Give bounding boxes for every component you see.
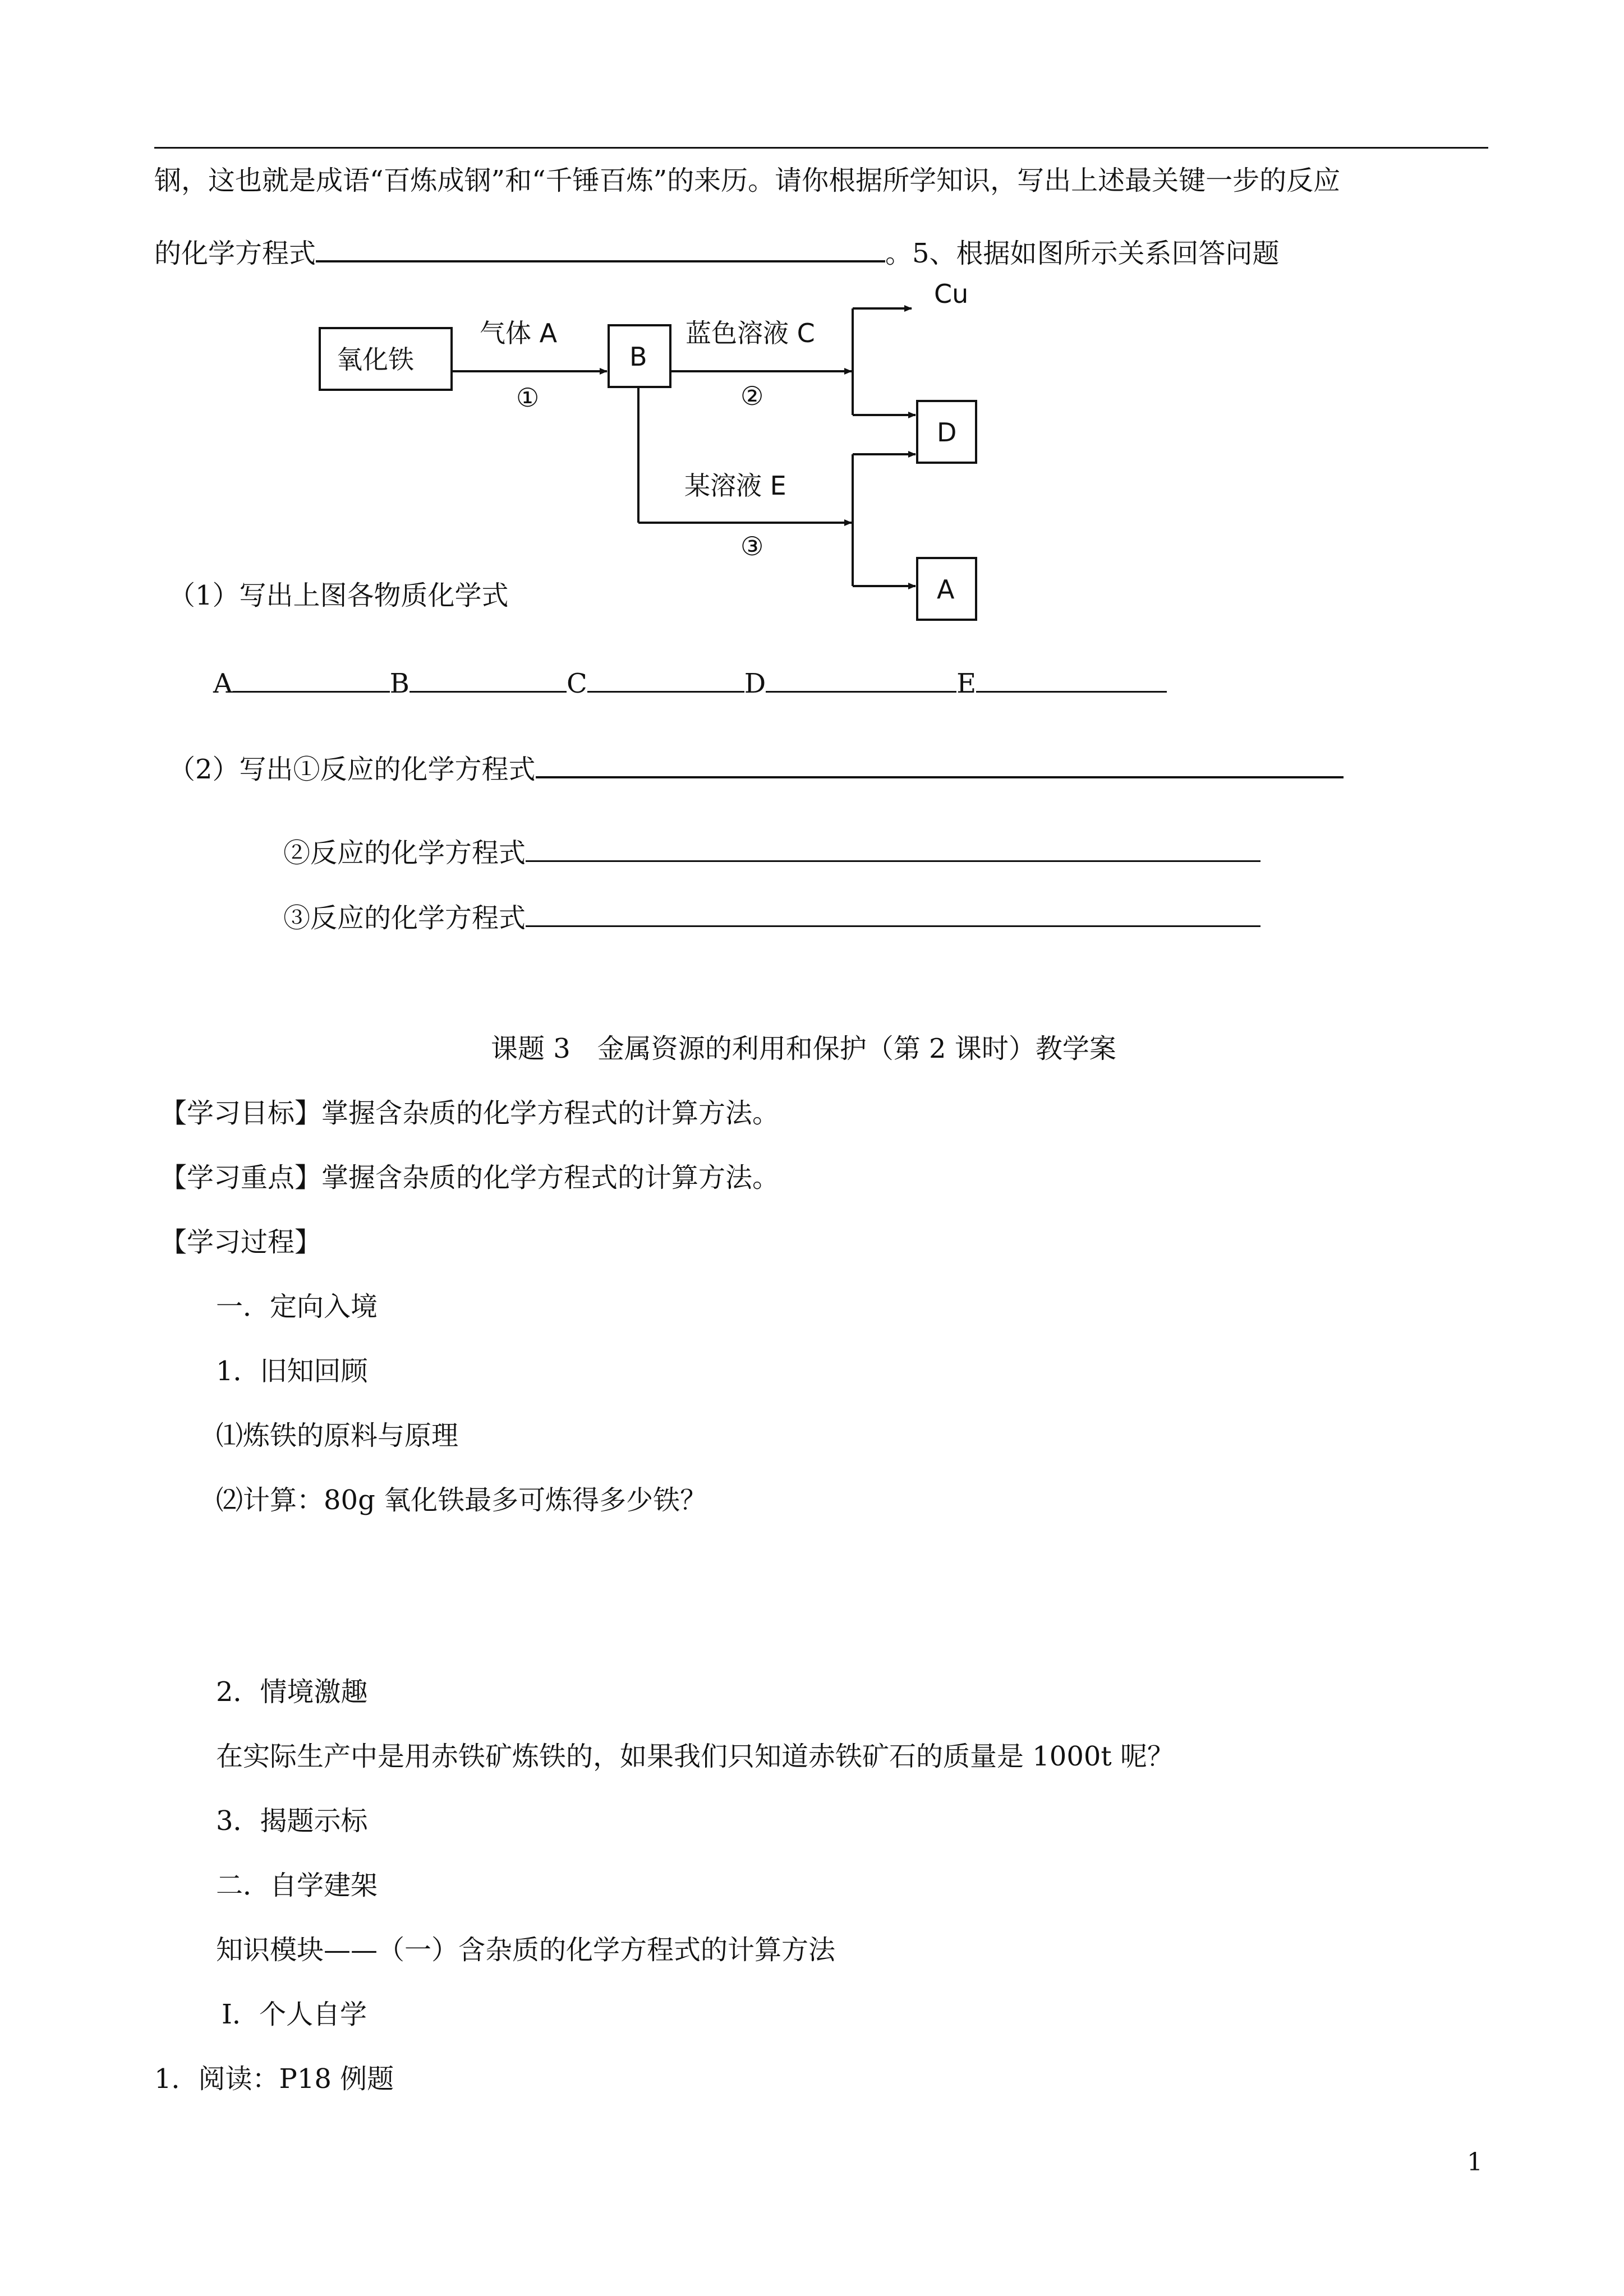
learning-focus: 【学习重点】掌握含杂质的化学方程式的计算方法。 [160, 1162, 780, 1193]
reading-task: 1．阅读：P18 例题 [154, 2063, 394, 2095]
blank-equation-2[interactable] [526, 836, 1260, 862]
continuation-line-1: 钢，这也就是成语“百炼成钢”和“千锤百炼”的来历。请你根据所学知识，写出上述最关键一步的反应 [154, 165, 1341, 196]
label-step2: ② [740, 381, 764, 411]
blank-e[interactable] [976, 666, 1167, 693]
blank-b[interactable] [410, 666, 567, 693]
continuation-suffix: 。5、根据如图所示关系回答问题 [885, 238, 1280, 269]
section-2: 二．自学建架 [216, 1870, 378, 1901]
item-2-text: 在实际生产中是用赤铁矿炼铁的，如果我们只知道赤铁矿石的质量是 1000t 呢？ [216, 1741, 1174, 1772]
blank-c[interactable] [587, 666, 744, 693]
learning-goal: 【学习目标】掌握含杂质的化学方程式的计算方法。 [160, 1098, 780, 1129]
question2-prompt: （2）写出①反应的化学方程式 [168, 754, 536, 785]
label-a-answer: A [213, 668, 233, 699]
continuation-prefix: 的化学方程式 [154, 238, 316, 269]
item-1: 1．旧知回顾 [216, 1356, 368, 1387]
question2-line-2-label: ②反应的化学方程式 [283, 837, 526, 869]
label-e-answer: E [956, 668, 977, 699]
label-ferric-oxide: 氧化铁 [337, 344, 414, 375]
header-rule [154, 147, 1488, 149]
question1-prompt: （1）写出上图各物质化学式 [168, 580, 509, 611]
continuation-line-2 [154, 236, 1280, 270]
label-step1: ① [516, 382, 540, 413]
question1-blanks [213, 666, 1167, 700]
label-b-answer: B [389, 668, 410, 699]
label-d: D [937, 417, 957, 448]
question2-line-2 [283, 836, 1260, 870]
label-c-answer: C [566, 668, 587, 699]
label-blue-solution-c: 蓝色溶液 C [686, 318, 815, 348]
equation-blank[interactable] [316, 236, 885, 262]
label-a: A [937, 574, 955, 605]
knowledge-module: 知识模块——（一）含杂质的化学方程式的计算方法 [216, 1934, 836, 1966]
page-number: 1 [1467, 2148, 1483, 2177]
label-step3: ③ [740, 531, 764, 561]
item-2: 2．情境激趣 [216, 1676, 368, 1708]
learning-process: 【学习过程】 [160, 1227, 322, 1258]
question2-line-1 [168, 751, 1344, 786]
blank-a[interactable] [233, 666, 390, 693]
label-d-answer: D [744, 668, 766, 699]
blank-equation-1[interactable] [536, 751, 1344, 778]
label-solution-e: 某溶液 E [684, 471, 786, 501]
question2-line-3-label: ③反应的化学方程式 [283, 902, 526, 934]
item-3: 3．揭题示标 [216, 1805, 368, 1837]
lesson-title: 课题 3 金属资源的利用和保护（第 2 课时）教学案 [491, 1033, 1116, 1064]
question2-line-3 [283, 901, 1260, 935]
self-study: Ⅰ．个人自学 [222, 1999, 367, 2030]
section-1: 一．定向入境 [216, 1291, 378, 1322]
label-b: B [629, 342, 647, 372]
blank-equation-3[interactable] [526, 901, 1260, 927]
label-gas-a: 气体 A [480, 318, 558, 348]
item-1a: ⑴炼铁的原料与原理 [216, 1420, 459, 1451]
item-1b: ⑵计算：80g 氧化铁最多可炼得多少铁？ [216, 1484, 707, 1516]
blank-d[interactable] [766, 666, 956, 693]
label-cu: Cu [934, 279, 969, 309]
